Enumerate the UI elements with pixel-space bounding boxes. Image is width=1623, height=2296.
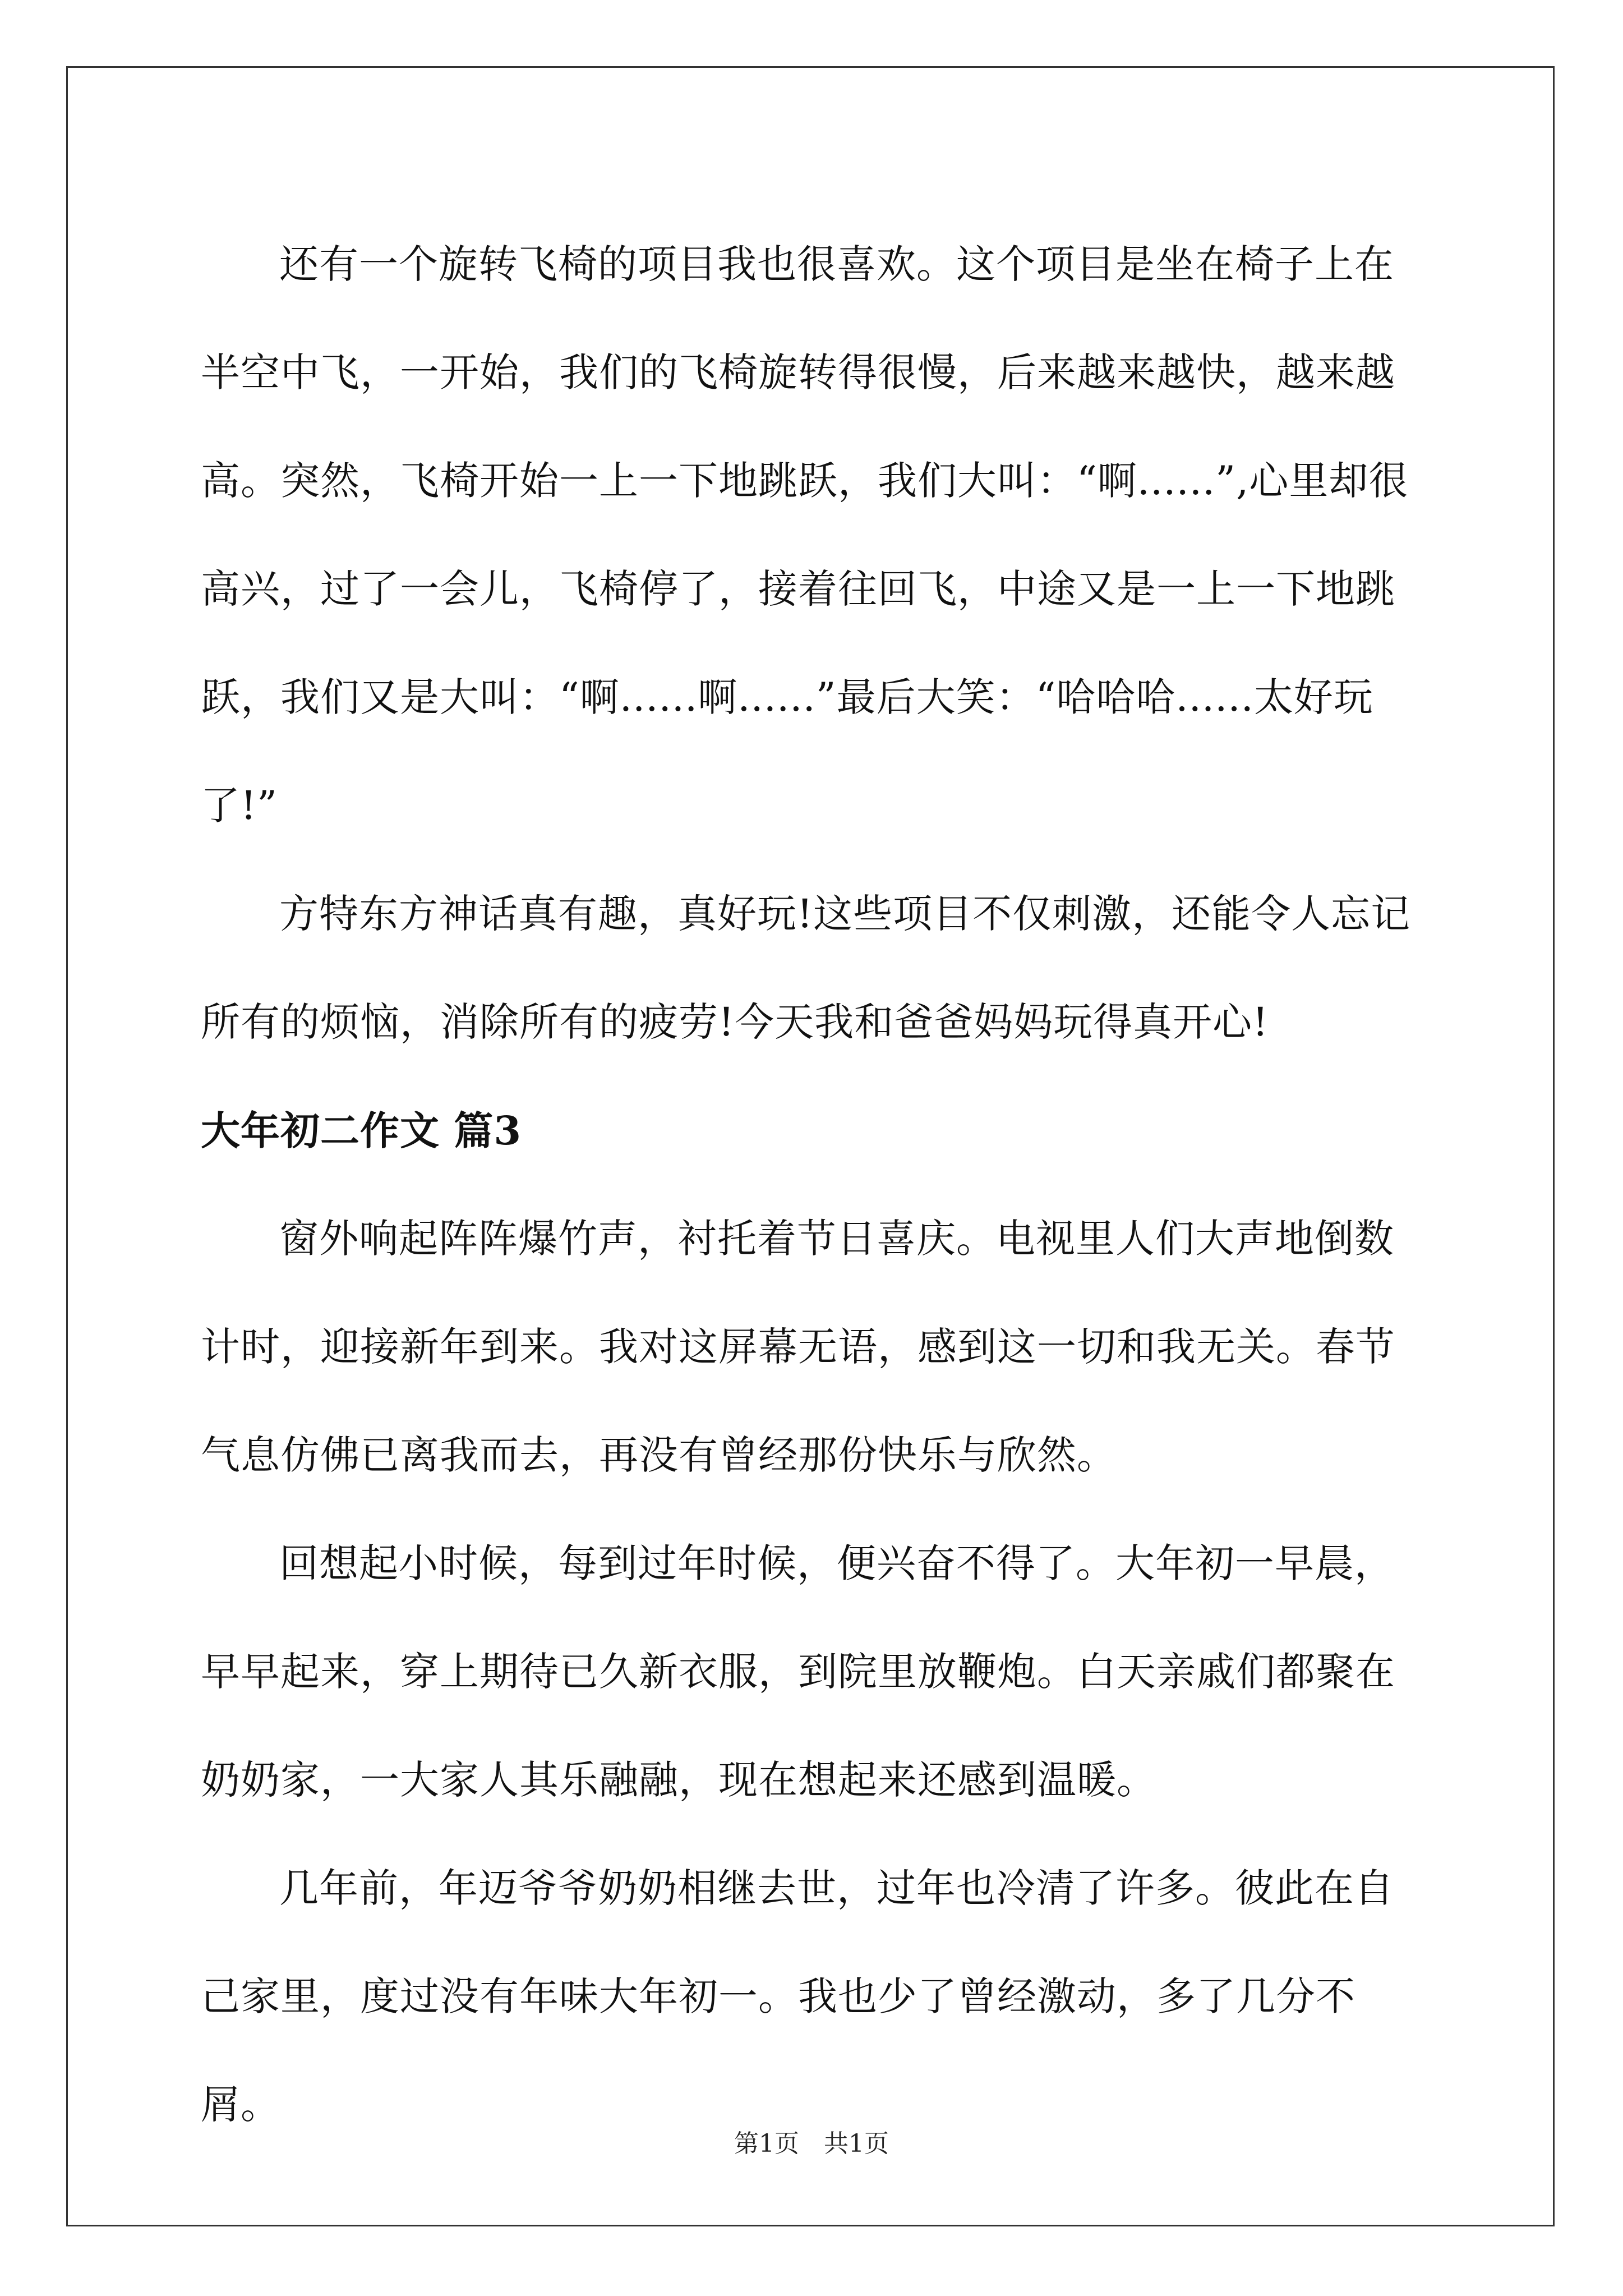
- paragraph-grandparents: 几年前，年迈爷爷奶奶相继去世，过年也冷清了许多。彼此在自己家里，度过没有年味大年初一。我也少了曾经激动，多了几分不屑。: [201, 1865, 1394, 2128]
- paragraph-firecrackers: 窗外响起阵阵爆竹声，衬托着节日喜庆。电视里人们大声地倒数计时，迎接新年到来。我对这屏幕无语，感到这一切和我无关。春节气息仿佛已离我而去，再没有曾经那份快乐与欣然。: [201, 1216, 1395, 1478]
- section-heading: 大年初二作文 篇3: [201, 1107, 522, 1154]
- page-number-footer: 第1页 共1页: [734, 2129, 889, 2158]
- paragraph-flying-chair: 还有一个旋转飞椅的项目我也很喜欢。这个项目是坐在椅子上在半空中飞，一开始，我们的飞椅旋转得很慢，后来越来越快，越来越高。突然，飞椅开始一上一下地跳跃，我们大叫：“啊......”,心里却很高兴，过了一会儿，飞椅停了，接着往回飞，中途又是一上一下地跳跃，我们又是大叫：“啊......啊......”最后大笑：“哈哈哈......太好玩了!”: [201, 241, 1409, 829]
- paragraph-fantawild-summary: 方特东方神话真有趣，真好玩!这些项目不仅刺激，还能令人忘记所有的烦恼，消除所有的疲劳!今天我和爸爸妈妈玩得真开心!: [201, 891, 1411, 1045]
- paragraph-childhood-memory: 回想起小时候，每到过年时候，便兴奋不得了。大年初一早晨，早早起来，穿上期待已久新衣服，到院里放鞭炮。白天亲戚们都聚在奶奶家，一大家人其乐融融，现在想起来还感到温暖。: [201, 1540, 1395, 1803]
- document-body: [201, 210, 1423, 2159]
